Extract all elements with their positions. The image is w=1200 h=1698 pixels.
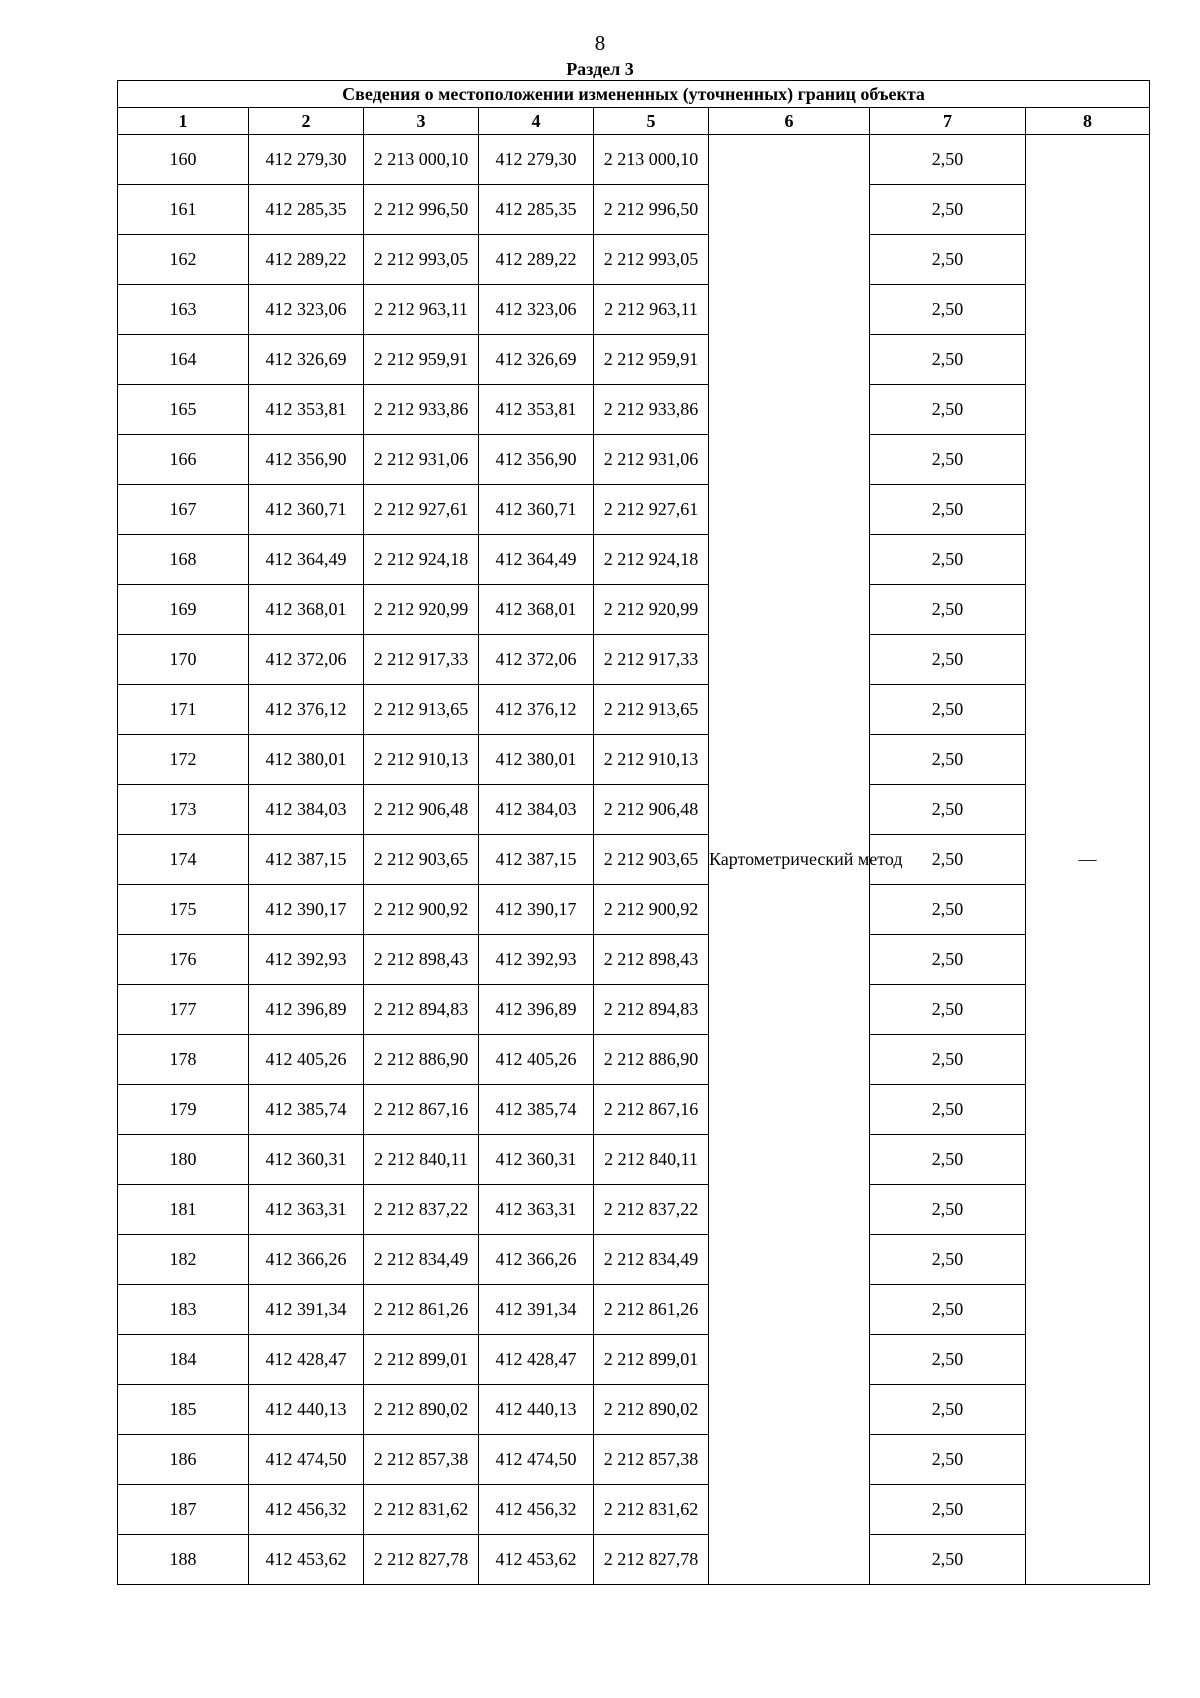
point-number-cell: 178 bbox=[118, 1035, 249, 1085]
y-coordinate-cell: 2 212 933,86 bbox=[364, 385, 479, 435]
table-row bbox=[118, 1035, 1150, 1085]
point-number-cell: 160 bbox=[118, 135, 249, 185]
point-number-cell: 168 bbox=[118, 535, 249, 585]
table-row bbox=[118, 635, 1150, 685]
y-coordinate-cell: 2 212 857,38 bbox=[594, 1435, 709, 1485]
column-number: 6 bbox=[709, 108, 870, 135]
x-coordinate-cell: 412 326,69 bbox=[249, 335, 364, 385]
y-coordinate-cell: 2 212 857,38 bbox=[364, 1435, 479, 1485]
point-number-cell: 171 bbox=[118, 685, 249, 735]
point-number-cell: 183 bbox=[118, 1285, 249, 1335]
y-coordinate-cell: 2 212 906,48 bbox=[594, 785, 709, 835]
y-coordinate-cell: 2 212 890,02 bbox=[594, 1385, 709, 1435]
y-coordinate-cell: 2 212 963,11 bbox=[594, 285, 709, 335]
table-row bbox=[118, 585, 1150, 635]
point-number-cell: 177 bbox=[118, 985, 249, 1035]
table-row bbox=[118, 1085, 1150, 1135]
x-coordinate-cell: 412 385,74 bbox=[479, 1085, 594, 1135]
x-coordinate-cell: 412 474,50 bbox=[249, 1435, 364, 1485]
x-coordinate-cell: 412 368,01 bbox=[479, 585, 594, 635]
x-coordinate-cell: 412 323,06 bbox=[479, 285, 594, 335]
x-coordinate-cell: 412 453,62 bbox=[479, 1535, 594, 1585]
point-number-cell: 167 bbox=[118, 485, 249, 535]
accuracy-cell: 2,50 bbox=[870, 935, 1026, 985]
y-coordinate-cell: 2 212 899,01 bbox=[364, 1335, 479, 1385]
accuracy-cell: 2,50 bbox=[870, 985, 1026, 1035]
column-number: 8 bbox=[1026, 108, 1150, 135]
x-coordinate-cell: 412 384,03 bbox=[249, 785, 364, 835]
x-coordinate-cell: 412 428,47 bbox=[479, 1335, 594, 1385]
y-coordinate-cell: 2 212 959,91 bbox=[594, 335, 709, 385]
accuracy-cell: 2,50 bbox=[870, 885, 1026, 935]
x-coordinate-cell: 412 279,30 bbox=[479, 135, 594, 185]
table-row bbox=[118, 335, 1150, 385]
table-row bbox=[118, 885, 1150, 935]
y-coordinate-cell: 2 212 924,18 bbox=[594, 535, 709, 585]
y-coordinate-cell: 2 212 837,22 bbox=[594, 1185, 709, 1235]
x-coordinate-cell: 412 360,71 bbox=[479, 485, 594, 535]
table-row bbox=[118, 685, 1150, 735]
column-number: 1 bbox=[118, 108, 249, 135]
point-number-cell: 164 bbox=[118, 335, 249, 385]
accuracy-cell: 2,50 bbox=[870, 1035, 1026, 1085]
x-coordinate-cell: 412 363,31 bbox=[249, 1185, 364, 1235]
x-coordinate-cell: 412 360,31 bbox=[249, 1135, 364, 1185]
y-coordinate-cell: 2 213 000,10 bbox=[594, 135, 709, 185]
y-coordinate-cell: 2 212 931,06 bbox=[594, 435, 709, 485]
y-coordinate-cell: 2 212 900,92 bbox=[364, 885, 479, 935]
page-number: 8 bbox=[594, 31, 606, 55]
point-number-cell: 165 bbox=[118, 385, 249, 435]
y-coordinate-cell: 2 212 861,26 bbox=[594, 1285, 709, 1335]
x-coordinate-cell: 412 353,81 bbox=[249, 385, 364, 435]
x-coordinate-cell: 412 380,01 bbox=[249, 735, 364, 785]
y-coordinate-cell: 2 212 917,33 bbox=[594, 635, 709, 685]
method-cell: Картометрический метод bbox=[709, 135, 870, 1585]
x-coordinate-cell: 412 364,49 bbox=[479, 535, 594, 585]
point-number-cell: 175 bbox=[118, 885, 249, 935]
table-row bbox=[118, 1335, 1150, 1385]
x-coordinate-cell: 412 405,26 bbox=[249, 1035, 364, 1085]
table-row bbox=[118, 535, 1150, 585]
y-coordinate-cell: 2 212 910,13 bbox=[594, 735, 709, 785]
point-number-cell: 176 bbox=[118, 935, 249, 985]
accuracy-cell: 2,50 bbox=[870, 785, 1026, 835]
x-coordinate-cell: 412 363,31 bbox=[479, 1185, 594, 1235]
table-row bbox=[118, 235, 1150, 285]
y-coordinate-cell: 2 212 831,62 bbox=[364, 1485, 479, 1535]
x-coordinate-cell: 412 285,35 bbox=[479, 185, 594, 235]
boundary-coordinates-table bbox=[117, 80, 1150, 1585]
accuracy-cell: 2,50 bbox=[870, 385, 1026, 435]
y-coordinate-cell: 2 212 840,11 bbox=[364, 1135, 479, 1185]
x-coordinate-cell: 412 396,89 bbox=[479, 985, 594, 1035]
x-coordinate-cell: 412 285,35 bbox=[249, 185, 364, 235]
x-coordinate-cell: 412 353,81 bbox=[479, 385, 594, 435]
x-coordinate-cell: 412 385,74 bbox=[249, 1085, 364, 1135]
table-row bbox=[118, 1285, 1150, 1335]
accuracy-cell: 2,50 bbox=[870, 1185, 1026, 1235]
point-number-cell: 179 bbox=[118, 1085, 249, 1135]
y-coordinate-cell: 2 212 993,05 bbox=[364, 235, 479, 285]
x-coordinate-cell: 412 368,01 bbox=[249, 585, 364, 635]
x-coordinate-cell: 412 392,93 bbox=[249, 935, 364, 985]
x-coordinate-cell: 412 279,30 bbox=[249, 135, 364, 185]
table-row bbox=[118, 985, 1150, 1035]
table-row bbox=[118, 735, 1150, 785]
y-coordinate-cell: 2 212 917,33 bbox=[364, 635, 479, 685]
column-number: 2 bbox=[249, 108, 364, 135]
x-coordinate-cell: 412 360,31 bbox=[479, 1135, 594, 1185]
table-row bbox=[118, 1235, 1150, 1285]
y-coordinate-cell: 2 212 894,83 bbox=[364, 985, 479, 1035]
x-coordinate-cell: 412 391,34 bbox=[249, 1285, 364, 1335]
point-number-cell: 163 bbox=[118, 285, 249, 335]
point-number-cell: 174 bbox=[118, 835, 249, 885]
x-coordinate-cell: 412 390,17 bbox=[249, 885, 364, 935]
y-coordinate-cell: 2 212 827,78 bbox=[594, 1535, 709, 1585]
y-coordinate-cell: 2 212 931,06 bbox=[364, 435, 479, 485]
y-coordinate-cell: 2 212 899,01 bbox=[594, 1335, 709, 1385]
point-number-cell: 182 bbox=[118, 1235, 249, 1285]
table-row bbox=[118, 1535, 1150, 1585]
accuracy-cell: 2,50 bbox=[870, 1485, 1026, 1535]
table-row bbox=[118, 1435, 1150, 1485]
accuracy-cell: 2,50 bbox=[870, 185, 1026, 235]
point-number-cell: 188 bbox=[118, 1535, 249, 1585]
accuracy-cell: 2,50 bbox=[870, 1335, 1026, 1385]
y-coordinate-cell: 2 212 900,92 bbox=[594, 885, 709, 935]
y-coordinate-cell: 2 212 861,26 bbox=[364, 1285, 479, 1335]
table-row bbox=[118, 435, 1150, 485]
y-coordinate-cell: 2 212 913,65 bbox=[364, 685, 479, 735]
table-row bbox=[118, 1135, 1150, 1185]
x-coordinate-cell: 412 456,32 bbox=[249, 1485, 364, 1535]
y-coordinate-cell: 2 212 867,16 bbox=[364, 1085, 479, 1135]
x-coordinate-cell: 412 387,15 bbox=[479, 835, 594, 885]
accuracy-cell: 2,50 bbox=[870, 285, 1026, 335]
accuracy-cell: 2,50 bbox=[870, 685, 1026, 735]
accuracy-cell: 2,50 bbox=[870, 485, 1026, 535]
x-coordinate-cell: 412 356,90 bbox=[479, 435, 594, 485]
point-number-cell: 161 bbox=[118, 185, 249, 235]
accuracy-cell: 2,50 bbox=[870, 435, 1026, 485]
point-number-cell: 181 bbox=[118, 1185, 249, 1235]
y-coordinate-cell: 2 212 906,48 bbox=[364, 785, 479, 835]
point-number-cell: 169 bbox=[118, 585, 249, 635]
x-coordinate-cell: 412 440,13 bbox=[479, 1385, 594, 1435]
table-row bbox=[118, 785, 1150, 835]
table-row bbox=[118, 135, 1150, 185]
y-coordinate-cell: 2 212 996,50 bbox=[364, 185, 479, 235]
accuracy-cell: 2,50 bbox=[870, 1235, 1026, 1285]
y-coordinate-cell: 2 212 867,16 bbox=[594, 1085, 709, 1135]
y-coordinate-cell: 2 212 886,90 bbox=[364, 1035, 479, 1085]
column-number: 7 bbox=[870, 108, 1026, 135]
x-coordinate-cell: 412 456,32 bbox=[479, 1485, 594, 1535]
y-coordinate-cell: 2 212 913,65 bbox=[594, 685, 709, 735]
y-coordinate-cell: 2 212 890,02 bbox=[364, 1385, 479, 1435]
x-coordinate-cell: 412 405,26 bbox=[479, 1035, 594, 1085]
y-coordinate-cell: 2 212 903,65 bbox=[364, 835, 479, 885]
table-row bbox=[118, 935, 1150, 985]
table-row bbox=[118, 285, 1150, 335]
x-coordinate-cell: 412 453,62 bbox=[249, 1535, 364, 1585]
point-number-cell: 184 bbox=[118, 1335, 249, 1385]
x-coordinate-cell: 412 376,12 bbox=[479, 685, 594, 735]
x-coordinate-cell: 412 396,89 bbox=[249, 985, 364, 1035]
x-coordinate-cell: 412 392,93 bbox=[479, 935, 594, 985]
x-coordinate-cell: 412 391,34 bbox=[479, 1285, 594, 1335]
table-row bbox=[118, 185, 1150, 235]
accuracy-cell: 2,50 bbox=[870, 1085, 1026, 1135]
column-number: 3 bbox=[364, 108, 479, 135]
x-coordinate-cell: 412 326,69 bbox=[479, 335, 594, 385]
x-coordinate-cell: 412 440,13 bbox=[249, 1385, 364, 1435]
accuracy-cell: 2,50 bbox=[870, 1385, 1026, 1435]
column-number: 4 bbox=[479, 108, 594, 135]
x-coordinate-cell: 412 366,26 bbox=[249, 1235, 364, 1285]
x-coordinate-cell: 412 428,47 bbox=[249, 1335, 364, 1385]
accuracy-cell: 2,50 bbox=[870, 335, 1026, 385]
x-coordinate-cell: 412 366,26 bbox=[479, 1235, 594, 1285]
point-number-cell: 170 bbox=[118, 635, 249, 685]
x-coordinate-cell: 412 289,22 bbox=[249, 235, 364, 285]
y-coordinate-cell: 2 212 959,91 bbox=[364, 335, 479, 385]
accuracy-cell: 2,50 bbox=[870, 235, 1026, 285]
x-coordinate-cell: 412 360,71 bbox=[249, 485, 364, 535]
x-coordinate-cell: 412 372,06 bbox=[479, 635, 594, 685]
y-coordinate-cell: 2 212 886,90 bbox=[594, 1035, 709, 1085]
y-coordinate-cell: 2 212 920,99 bbox=[364, 585, 479, 635]
point-number-cell: 186 bbox=[118, 1435, 249, 1485]
column-number: 5 bbox=[594, 108, 709, 135]
table-row bbox=[118, 1385, 1150, 1435]
x-coordinate-cell: 412 390,17 bbox=[479, 885, 594, 935]
x-coordinate-cell: 412 384,03 bbox=[479, 785, 594, 835]
point-number-cell: 162 bbox=[118, 235, 249, 285]
y-coordinate-cell: 2 212 927,61 bbox=[594, 485, 709, 535]
y-coordinate-cell: 2 212 840,11 bbox=[594, 1135, 709, 1185]
accuracy-cell: 2,50 bbox=[870, 735, 1026, 785]
y-coordinate-cell: 2 212 927,61 bbox=[364, 485, 479, 535]
point-number-cell: 187 bbox=[118, 1485, 249, 1535]
y-coordinate-cell: 2 212 933,86 bbox=[594, 385, 709, 435]
accuracy-cell: 2,50 bbox=[870, 1135, 1026, 1185]
y-coordinate-cell: 2 212 910,13 bbox=[364, 735, 479, 785]
table-caption: Сведения о местоположении измененных (уточненных) границ объекта bbox=[118, 81, 1150, 108]
y-coordinate-cell: 2 212 834,49 bbox=[594, 1235, 709, 1285]
y-coordinate-cell: 2 212 993,05 bbox=[594, 235, 709, 285]
x-coordinate-cell: 412 474,50 bbox=[479, 1435, 594, 1485]
accuracy-cell: 2,50 bbox=[870, 585, 1026, 635]
accuracy-cell: 2,50 bbox=[870, 1285, 1026, 1335]
point-number-cell: 185 bbox=[118, 1385, 249, 1435]
y-coordinate-cell: 2 212 894,83 bbox=[594, 985, 709, 1035]
y-coordinate-cell: 2 212 963,11 bbox=[364, 285, 479, 335]
y-coordinate-cell: 2 212 831,62 bbox=[594, 1485, 709, 1535]
x-coordinate-cell: 412 372,06 bbox=[249, 635, 364, 685]
y-coordinate-cell: 2 212 996,50 bbox=[594, 185, 709, 235]
point-number-cell: 173 bbox=[118, 785, 249, 835]
y-coordinate-cell: 2 212 837,22 bbox=[364, 1185, 479, 1235]
x-coordinate-cell: 412 387,15 bbox=[249, 835, 364, 885]
y-coordinate-cell: 2 212 898,43 bbox=[364, 935, 479, 985]
point-number-cell: 180 bbox=[118, 1135, 249, 1185]
accuracy-cell: 2,50 bbox=[870, 1435, 1026, 1485]
x-coordinate-cell: 412 364,49 bbox=[249, 535, 364, 585]
accuracy-cell: 2,50 bbox=[870, 635, 1026, 685]
x-coordinate-cell: 412 356,90 bbox=[249, 435, 364, 485]
y-coordinate-cell: 2 212 898,43 bbox=[594, 935, 709, 985]
table-row bbox=[118, 1185, 1150, 1235]
y-coordinate-cell: 2 212 903,65 bbox=[594, 835, 709, 885]
x-coordinate-cell: 412 323,06 bbox=[249, 285, 364, 335]
x-coordinate-cell: 412 380,01 bbox=[479, 735, 594, 785]
x-coordinate-cell: 412 289,22 bbox=[479, 235, 594, 285]
accuracy-cell: 2,50 bbox=[870, 135, 1026, 185]
y-coordinate-cell: 2 213 000,10 bbox=[364, 135, 479, 185]
section-title: Раздел 3 bbox=[566, 59, 634, 79]
table-row bbox=[118, 1485, 1150, 1535]
point-number-cell: 172 bbox=[118, 735, 249, 785]
description-cell: — bbox=[1026, 135, 1150, 1585]
y-coordinate-cell: 2 212 827,78 bbox=[364, 1535, 479, 1585]
accuracy-cell: 2,50 bbox=[870, 535, 1026, 585]
x-coordinate-cell: 412 376,12 bbox=[249, 685, 364, 735]
y-coordinate-cell: 2 212 924,18 bbox=[364, 535, 479, 585]
table-row bbox=[118, 485, 1150, 535]
accuracy-cell: 2,50 bbox=[870, 1535, 1026, 1585]
accuracy-cell: 2,50 bbox=[870, 835, 1026, 885]
point-number-cell: 166 bbox=[118, 435, 249, 485]
y-coordinate-cell: 2 212 834,49 bbox=[364, 1235, 479, 1285]
column-number-row bbox=[118, 108, 1150, 135]
y-coordinate-cell: 2 212 920,99 bbox=[594, 585, 709, 635]
table-row bbox=[118, 385, 1150, 435]
table-row bbox=[118, 835, 1150, 885]
